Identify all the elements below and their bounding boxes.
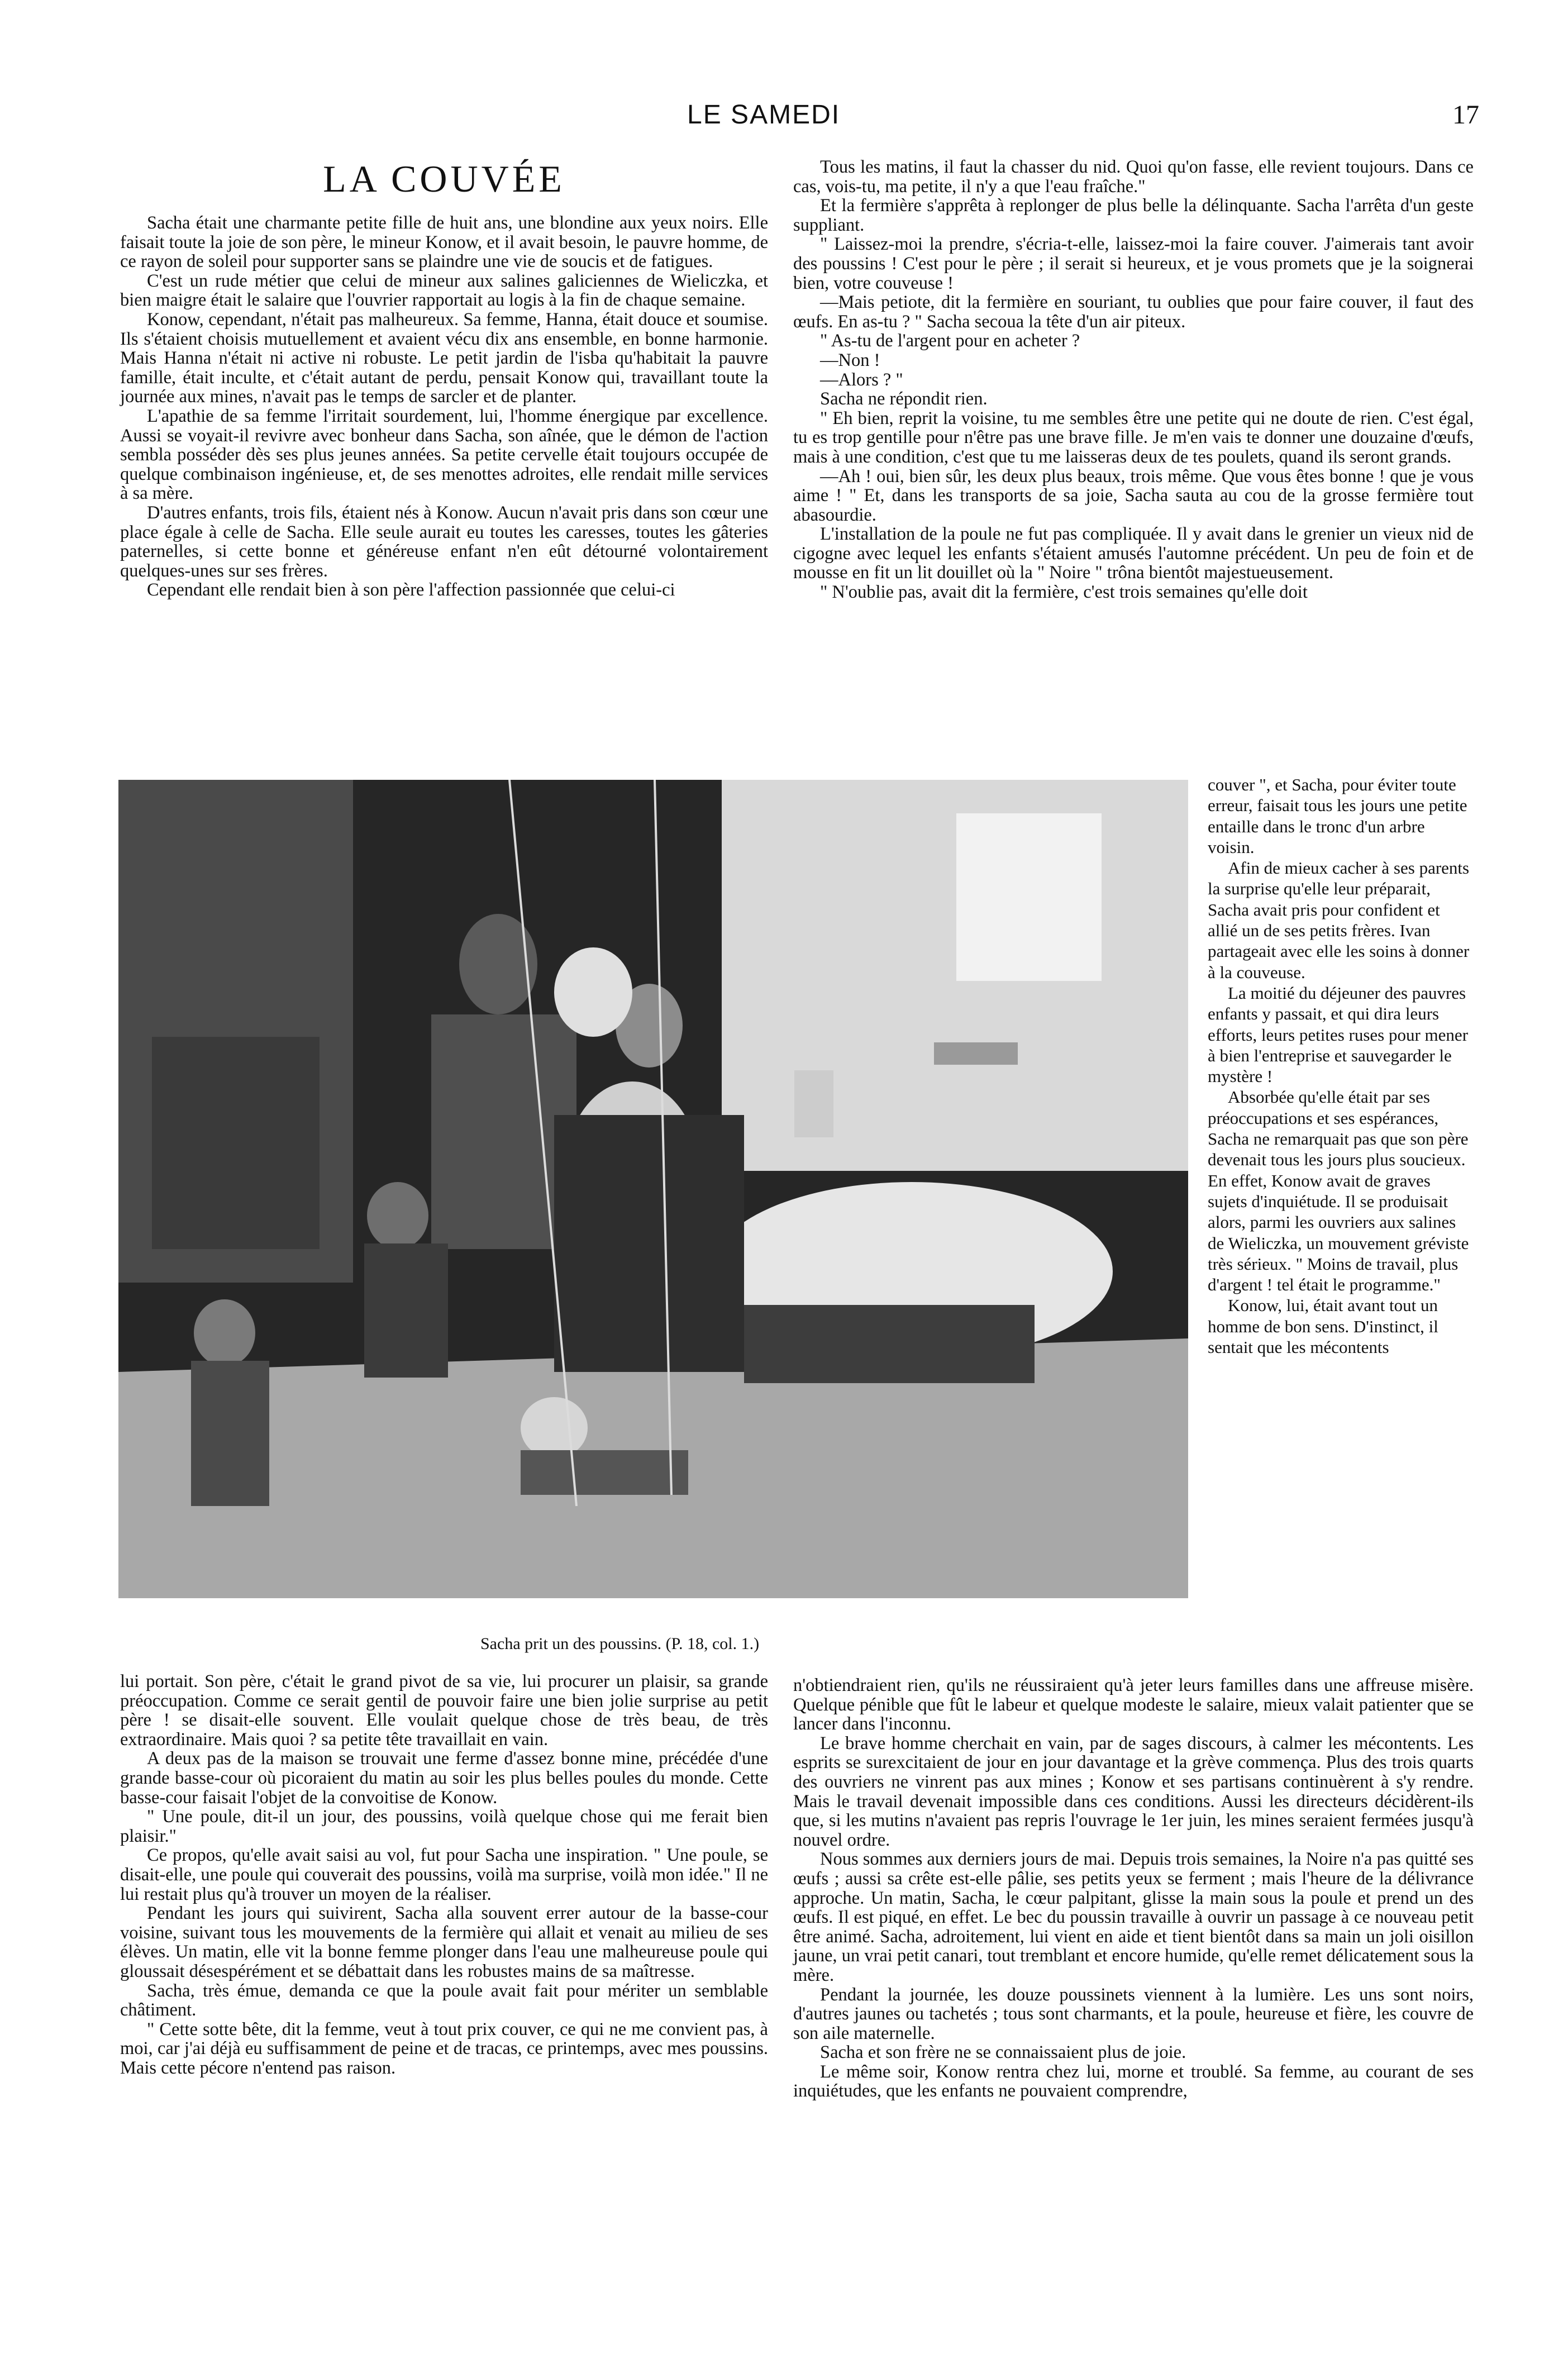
paragraph: Tous les matins, il faut la chasser du nid. Quoi qu'on fasse, elle revient toujours. Dans ce cas, vois-tu, ma petite, il n'y a que l'eau fraîche." xyxy=(793,157,1474,197)
paragraph: Pendant la journée, les douze poussinets viennent à la lumière. Les uns sont noirs, d'autres jaunes ou tachetés ; tous sont charmants, et la poule, heureuse et fière, les couvre de son aile maternelle. xyxy=(793,1984,1474,2043)
paragraph: Sacha ne répondit rien. xyxy=(820,389,988,409)
paragraph: —Ah ! oui, bien sûr, les deux plus beaux, trois même. Que vous êtes bonne ! que je vous aime ! " Et, dans les transports de sa joie, Sacha sauta au cou de la grosse fermière tout abasourdie. xyxy=(793,466,1474,525)
engraving-illustration xyxy=(118,780,1188,1598)
paragraph: " Eh bien, reprit la voisine, tu me sembles être une petite qui ne doute de rien. C'est égal, tu es trop gentille pour n'être pas une brave fille. Je m'en vais te donner une douzaine d'œufs, mais à une condition, c'est que tu me laisseras deux de tes poulets, quand ils seront grands. xyxy=(793,408,1474,467)
paragraph: " N'oublie pas, avait dit la fermière, c'est trois semaines qu'elle doit xyxy=(820,582,1308,603)
paragraph: Le brave homme cherchait en vain, par de sages discours, à calmer les mécontents. Les esprits se surexcitaient de jour en jour davantage et la grève commença. Plus des trois quarts des ouvriers ne vinrent pas aux mines ; Konow et ses partisans continuèrent à s'y rendre. Mais le travail devenait impossible dans ces conditions. Aussi les directeurs décidèrent-ils que, si les mutins n'avaient pas repris l'ouvrage le 1er juin, les mines seraient fermées jusqu'à nouvel ordre. xyxy=(793,1733,1474,1850)
running-head: LE SAMEDI xyxy=(687,100,841,130)
article-column-right-top xyxy=(793,158,1474,602)
paragraph: Sacha, très émue, demanda ce que la poule avait fait pour mériter un semblable châtiment. xyxy=(120,1980,768,2021)
paragraph: couver ", et Sacha, pour éviter toute erreur, faisait tous les jours une petite entaille dans le tronc d'un arbre voisin. xyxy=(1208,775,1467,857)
paragraph: —Alors ? " xyxy=(820,369,903,390)
paragraph: lui portait. Son père, c'était le grand pivot de sa vie, lui procurer un plaisir, sa grande préoccupation. Comme ce serait gentil de pouvoir faire une bien jolie surprise au petit père ! se disait-elle souvent. Elle voulait quelque chose de très beau, de très extraordinaire. Mais quoi ? sa petite tête travaillait en vain. xyxy=(120,1671,768,1750)
paragraph: Et la fermière s'apprêta à replonger de plus belle la délinquante. Sacha l'arrêta d'un geste suppliant. xyxy=(793,196,1474,235)
paragraph: Nous sommes aux derniers jours de mai. Depuis trois semaines, la Noire n'a pas quitté ses œufs ; aussi sa crête est-elle pâlie, ses petits yeux se ferment ; mais l'heure de la délivrance approche. Un matin, Sacha, le cœur palpitant, glisse la main sous la poule et prend un des œufs. Il est piqué, en effet. Le bec du poussin travaille à ouvrir un passage à ce nouveau petit être animé. Sacha, adroitement, lui vient en aide et tient bientôt dans sa main un joli oisillon jaune, un vrai petit canari, tout tremblant et encore humide, qu'elle remet délicatement sous la mère. xyxy=(793,1849,1474,1985)
paragraph: Sacha et son frère ne se connaissaient plus de joie. xyxy=(820,2042,1186,2063)
paragraph: Konow, lui, était avant tout un homme de bon sens. D'instinct, il sentait que les mécontents xyxy=(1208,1295,1438,1357)
paragraph: —Mais petiote, dit la fermière en souriant, tu oublies que pour faire couver, il faut des œufs. En as-tu ? " Sacha secoua la tête d'un air piteux. xyxy=(793,292,1474,332)
article-column-right-bottom xyxy=(793,1676,1474,2101)
paragraph: Afin de mieux cacher à ses parents la surprise qu'elle leur préparait, Sacha avait pris pour confident et allié un de ses petits frères. Ivan partageait avec elle les soins à donner à la couveuse. xyxy=(1208,858,1470,982)
article-column-narrow xyxy=(1208,774,1474,1357)
paragraph: " Une poule, dit-il un jour, des poussins, voilà quelque chose qui me ferait bien plaisir." xyxy=(120,1807,768,1846)
article-column-left-bottom xyxy=(120,1672,768,2077)
paragraph: L'apathie de sa femme l'irritait sourdement, lui, l'homme énergique par excellence. Aussi se voyait-il revivre avec bonheur dans Sacha, son aînée, que le démon de l'action sembla posséder dès ses plus jeunes années. Sa petite cervelle était toujours occupée de quelque combinaison ingénieuse, et, de ses menottes adroites, elle rendait mille services à sa mère. xyxy=(120,406,768,504)
paragraph: Ce propos, qu'elle avait saisi au vol, fut pour Sacha une inspiration. " Une poule, se disait-elle, une poule qui couverait des poussins, voilà ma surprise, voilà mon idée." Il ne lui restait plus qu'à trouver un moyen de la réaliser. xyxy=(120,1845,768,1904)
paragraph: D'autres enfants, trois fils, étaient nés à Konow. Aucun n'avait pris dans son cœur une place égale à celle de Sacha. Elle seule aurait eu toutes les caresses, toutes les gâteries paternelles, si cette bonne et généreuse enfant n'en eût détourné volontairement quelques-unes sur ses frères. xyxy=(120,502,768,581)
paragraph: La moitié du déjeuner des pauvres enfants y passait, et qui dira leurs efforts, leurs petites ruses pour mener à bien l'entreprise et sauvegarder le mystère ! xyxy=(1208,983,1469,1087)
paragraph: A deux pas de la maison se trouvait une ferme d'assez bonne mine, précédée d'une grande basse-cour où picoraient du matin au soir les plus belles poules du monde. Cette basse-cour faisait l'objet de la convoitise de Konow. xyxy=(120,1748,768,1808)
page-number: 17 xyxy=(1452,100,1479,130)
paragraph: " Cette sotte bête, dit la femme, veut à tout prix couver, ce qui ne me convient pas, à moi, car j'ai déjà eu suffisamment de peine et de tracas, ce printemps, avec mes poussins. Mais cette pécore n'entend pas raison. xyxy=(120,2019,768,2078)
paragraph: L'installation de la poule ne fut pas compliquée. Il y avait dans le grenier un vieux nid de cigogne avec lequel les enfants s'étaient amusés l'automne précédent. Un peu de foin et de mousse en fit un lit douillet où la " Noire " trôna bientôt majestueusement. xyxy=(793,524,1474,583)
paragraph: C'est un rude métier que celui de mineur aux salines galiciennes de Wieliczka, et bien maigre était le salaire que l'ouvrier rapportait au logis à la fin de chaque semaine. xyxy=(120,270,768,311)
illustration-caption: Sacha prit un des poussins. (P. 18, col. 1.) xyxy=(480,1635,760,1653)
paragraph: Pendant les jours qui suivirent, Sacha alla souvent errer autour de la basse-cour voisine, suivant tous les mouvements de la fermière qui allait et venait au milieu de ses élèves. Un matin, elle vit la bonne femme plonger dans l'eau une malheureuse poule qui gloussait désespérément et se débattait dans les robustes mains de sa maîtresse. xyxy=(120,1903,768,1981)
paragraph: Cependant elle rendait bien à son père l'affection passionnée que celui-ci xyxy=(147,580,675,601)
paragraph: Sacha était une charmante petite fille de huit ans, une blondine aux yeux noirs. Elle faisait toute la joie de son père, le mineur Konow, et il avait besoin, le pauvre homme, de ce rayon de soleil pour supporter sans se plaindre une vie de soucis et de fatigues. xyxy=(120,213,768,272)
paragraph: Konow, cependant, n'était pas malheureux. Sa femme, Hanna, était douce et soumise. Ils s'étaient choisis mutuellement et avaient vécu dix ans ensemble, en bonne harmonie. Mais Hanna n'était ni active ni robuste. Le petit jardin de l'isba qu'habitait la pauvre famille, était inculte, et c'était autant de perdu, pensait Konow qui, travaillant toute la journée aux mines, n'avait pas le temps de sarcler et de planter. xyxy=(120,309,768,407)
paragraph: " Laissez-moi la prendre, s'écria-t-elle, laissez-moi la faire couver. J'aimerais tant avoir des poussins ! C'est pour le père ; il serait si heureux, et je vous promets que je la soignerai bien, votre couveuse ! xyxy=(793,234,1474,293)
paragraph: " As-tu de l'argent pour en acheter ? xyxy=(820,331,1080,351)
article-title: LA COUVÉE xyxy=(323,158,565,200)
paragraph: Le même soir, Konow rentra chez lui, morne et troublé. Sa femme, au courant de ses inquiétudes, que les enfants ne pouvaient comprendre, xyxy=(793,2061,1474,2102)
article-column-left-top xyxy=(120,156,768,600)
paragraph: Absorbée qu'elle était par ses préoccupations et ses espérances, Sacha ne remarquait pas que son père devenait tous les jours plus soucieux. En effet, Konow avait de graves sujets d'inquiétude. Il se produisait alors, parmi les ouvriers aux salines de Wieliczka, un mouvement gréviste très sérieux. " Moins de travail, plus d'argent ! tel était le programme." xyxy=(1208,1087,1469,1295)
paragraph: —Non ! xyxy=(820,350,880,370)
paragraph: n'obtiendraient rien, qu'ils ne réussiraient qu'à jeter leurs familles dans une affreuse misère. Quelque pénible que fût le labeur et quelque modeste le salaire, mieux valait patienter que se lancer dans l'inconnu. xyxy=(793,1675,1474,1735)
